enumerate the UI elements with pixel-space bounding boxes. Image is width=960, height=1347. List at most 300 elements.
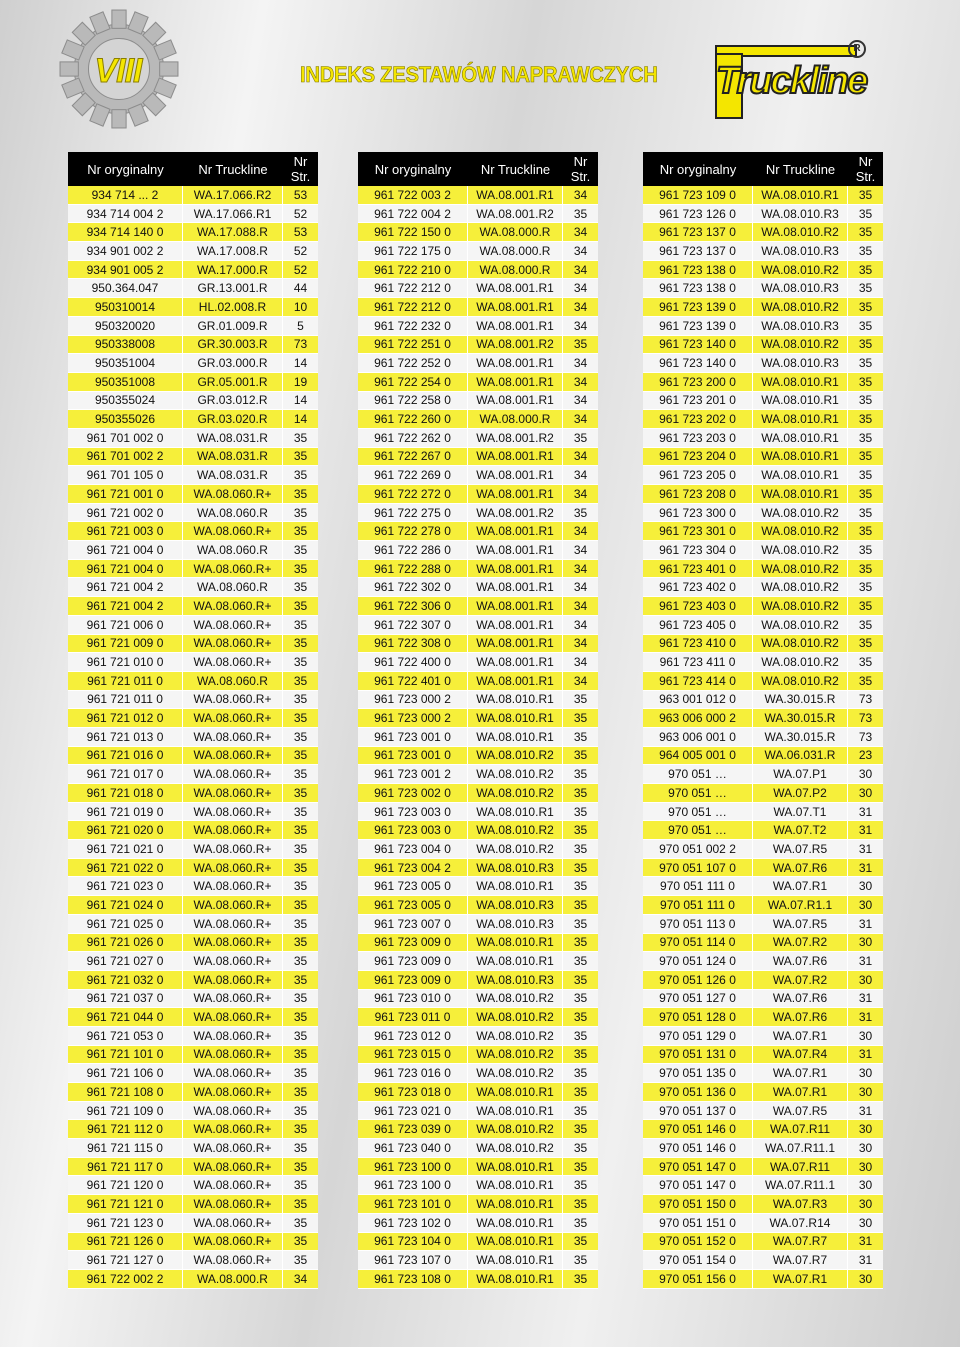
table-row	[358, 635, 598, 654]
table-row	[643, 709, 883, 728]
table-row	[358, 765, 598, 784]
table-row	[68, 990, 318, 1009]
cell-page: 34	[563, 354, 598, 373]
index-table-2	[358, 152, 598, 1289]
section-badge: VIII	[94, 52, 142, 90]
cell-truckline: WA.08.060.R+	[183, 485, 283, 504]
cell-page: 31	[848, 915, 883, 934]
cell-page: 34	[563, 223, 598, 242]
cell-original: 961 701 105 0	[68, 466, 183, 485]
cell-original: 961 723 021 0	[358, 1102, 468, 1121]
index-table-1	[68, 152, 318, 1289]
cell-original: 961 721 018 0	[68, 784, 183, 803]
table-row	[643, 952, 883, 971]
table-row	[358, 261, 598, 280]
cell-truckline: WA.08.010.R3	[468, 915, 563, 934]
table-row	[68, 1102, 318, 1121]
cell-page: 35	[563, 728, 598, 747]
col-original: Nr oryginalny	[68, 152, 183, 186]
cell-original: 970 051 …	[643, 821, 753, 840]
cell-original: 961 722 254 0	[358, 373, 468, 392]
cell-truckline: WA.08.010.R1	[753, 466, 848, 485]
cell-original: 970 051 128 0	[643, 1008, 753, 1027]
cell-original: 961 722 212 0	[358, 298, 468, 317]
cell-page: 31	[848, 1046, 883, 1065]
cell-page: 34	[563, 242, 598, 261]
cell-original: 970 051 146 0	[643, 1139, 753, 1158]
cell-original: 961 723 109 0	[643, 186, 753, 205]
cell-truckline: WA.08.060.R+	[183, 803, 283, 822]
table-row	[358, 747, 598, 766]
table-row	[643, 354, 883, 373]
cell-page: 35	[283, 1176, 318, 1195]
cell-original: 970 051 …	[643, 803, 753, 822]
cell-page: 35	[848, 205, 883, 224]
cell-original: 961 721 004 2	[68, 597, 183, 616]
cell-truckline: WA.08.010.R2	[468, 1139, 563, 1158]
cell-truckline: WA.08.010.R2	[753, 298, 848, 317]
cell-truckline: WA.08.001.R2	[468, 429, 563, 448]
cell-page: 31	[848, 859, 883, 878]
table-row	[68, 840, 318, 859]
cell-truckline: WA.07.T1	[753, 803, 848, 822]
table-row	[643, 223, 883, 242]
table-row	[643, 653, 883, 672]
cell-truckline: WA.07.R7	[753, 1233, 848, 1252]
cell-truckline: WA.08.010.R2	[753, 560, 848, 579]
table-row	[643, 578, 883, 597]
cell-truckline: WA.08.001.R1	[468, 279, 563, 298]
cell-original: 970 051 111 0	[643, 877, 753, 896]
cell-truckline: WA.17.008.R	[183, 242, 283, 261]
cell-page: 35	[563, 971, 598, 990]
cell-original: 961 723 300 0	[643, 504, 753, 523]
cell-truckline: WA.17.088.R	[183, 223, 283, 242]
cell-truckline: WA.08.000.R	[183, 1270, 283, 1289]
table-row	[358, 560, 598, 579]
cell-page: 35	[283, 915, 318, 934]
cell-page: 35	[283, 522, 318, 541]
cell-truckline: WA.08.060.R+	[183, 1195, 283, 1214]
table-row	[68, 448, 318, 467]
cell-truckline: WA.08.060.R+	[183, 990, 283, 1009]
cell-page: 34	[563, 616, 598, 635]
cell-page: 35	[283, 784, 318, 803]
cell-truckline: WA.08.010.R2	[753, 672, 848, 691]
table-row	[68, 261, 318, 280]
cell-original: 950.364.047	[68, 279, 183, 298]
cell-original: 961 722 401 0	[358, 672, 468, 691]
cell-truckline: WA.08.010.R2	[468, 765, 563, 784]
cell-truckline: WA.08.000.R	[468, 242, 563, 261]
cell-page: 35	[283, 504, 318, 523]
cell-truckline: WA.08.010.R1	[468, 1233, 563, 1252]
cell-original: 970 051 156 0	[643, 1270, 753, 1289]
table-row	[643, 1027, 883, 1046]
cell-original: 961 723 012 0	[358, 1027, 468, 1046]
col-truckline: Nr Truckline	[468, 152, 563, 186]
cell-truckline: WA.08.001.R1	[468, 317, 563, 336]
cell-original: 963 001 012 0	[643, 691, 753, 710]
cell-original: 961 722 307 0	[358, 616, 468, 635]
cell-original: 961 723 205 0	[643, 466, 753, 485]
col-page	[848, 152, 883, 186]
cell-truckline: WA.07.R2	[753, 971, 848, 990]
cell-page: 34	[563, 653, 598, 672]
cell-page: 35	[563, 859, 598, 878]
cell-truckline: WA.08.010.R1	[753, 392, 848, 411]
table-header	[68, 152, 318, 186]
cell-page: 35	[283, 1083, 318, 1102]
cell-page: 35	[563, 1270, 598, 1289]
cell-original: 961 723 405 0	[643, 616, 753, 635]
cell-page: 31	[848, 1251, 883, 1270]
cell-page: 35	[283, 1102, 318, 1121]
table-row	[643, 859, 883, 878]
cell-truckline: WA.08.000.R	[468, 223, 563, 242]
cell-original: 961 723 137 0	[643, 242, 753, 261]
cell-original: 961 723 002 0	[358, 784, 468, 803]
cell-page: 35	[283, 635, 318, 654]
cell-original: 961 723 015 0	[358, 1046, 468, 1065]
cell-page: 35	[848, 261, 883, 280]
cell-page: 73	[848, 691, 883, 710]
cell-original: 970 051 …	[643, 784, 753, 803]
cell-truckline: WA.08.010.R2	[753, 223, 848, 242]
table-row	[68, 1176, 318, 1195]
cell-original: 961 721 108 0	[68, 1083, 183, 1102]
cell-original: 961 722 278 0	[358, 522, 468, 541]
cell-truckline: WA.08.010.R2	[753, 635, 848, 654]
cell-original: 970 051 113 0	[643, 915, 753, 934]
cell-page: 31	[848, 821, 883, 840]
table-row	[358, 915, 598, 934]
cell-original: 970 051 152 0	[643, 1233, 753, 1252]
cell-original: 961 722 175 0	[358, 242, 468, 261]
cell-original: 961 722 210 0	[358, 261, 468, 280]
cell-page: 35	[848, 616, 883, 635]
cell-page: 35	[283, 709, 318, 728]
cell-truckline: WA.08.060.R	[183, 504, 283, 523]
cell-truckline: GR.01.009.R	[183, 317, 283, 336]
cell-truckline: WA.08.060.R+	[183, 616, 283, 635]
cell-original: 961 721 106 0	[68, 1064, 183, 1083]
cell-truckline: WA.08.060.R+	[183, 522, 283, 541]
cell-page: 35	[283, 765, 318, 784]
cell-truckline: WA.08.060.R+	[183, 952, 283, 971]
cell-original: 961 723 401 0	[643, 560, 753, 579]
cell-original: 961 721 025 0	[68, 915, 183, 934]
cell-original: 970 051 154 0	[643, 1251, 753, 1270]
cell-truckline: GR.03.020.R	[183, 410, 283, 429]
table-row	[643, 410, 883, 429]
cell-truckline: WA.08.060.R	[183, 672, 283, 691]
col-page-label: Nr Str.	[570, 154, 591, 184]
table-row	[358, 952, 598, 971]
table-row	[643, 1270, 883, 1289]
cell-truckline: WA.08.060.R+	[183, 1083, 283, 1102]
cell-truckline: WA.08.001.R1	[468, 373, 563, 392]
cell-original: 961 721 120 0	[68, 1176, 183, 1195]
table-row	[68, 1270, 318, 1289]
table-row	[358, 410, 598, 429]
cell-original: 961 721 115 0	[68, 1139, 183, 1158]
table-row	[358, 373, 598, 392]
cell-original: 963 006 000 2	[643, 709, 753, 728]
cell-truckline: WA.07.R4	[753, 1046, 848, 1065]
cell-truckline: WA.07.P2	[753, 784, 848, 803]
cell-page: 35	[283, 1251, 318, 1270]
table-row	[68, 915, 318, 934]
cell-original: 961 701 002 2	[68, 448, 183, 467]
cell-truckline: WA.08.010.R2	[753, 541, 848, 560]
col-page	[283, 152, 318, 186]
cell-truckline: WA.08.010.R1	[468, 691, 563, 710]
cell-truckline: WA.08.010.R1	[468, 1158, 563, 1177]
cell-truckline: WA.08.060.R+	[183, 1102, 283, 1121]
cell-page: 34	[563, 635, 598, 654]
cell-page: 35	[283, 541, 318, 560]
cell-page: 35	[563, 1120, 598, 1139]
cell-page: 30	[848, 896, 883, 915]
cell-truckline: WA.08.010.R2	[468, 747, 563, 766]
cell-truckline: WA.08.060.R+	[183, 765, 283, 784]
cell-original: 961 721 002 0	[68, 504, 183, 523]
col-truckline: Nr Truckline	[183, 152, 283, 186]
cell-page: 30	[848, 1158, 883, 1177]
cell-page: 30	[848, 877, 883, 896]
cell-page: 35	[848, 223, 883, 242]
table-row	[68, 971, 318, 990]
cell-original: 961 721 010 0	[68, 653, 183, 672]
table-row	[643, 803, 883, 822]
cell-truckline: GR.30.003.R	[183, 336, 283, 355]
cell-truckline: WA.08.060.R+	[183, 1176, 283, 1195]
cell-page: 35	[848, 392, 883, 411]
table-row	[68, 653, 318, 672]
cell-page: 35	[283, 672, 318, 691]
cell-truckline: WA.08.010.R3	[753, 205, 848, 224]
cell-page: 35	[283, 616, 318, 635]
table-row	[68, 691, 318, 710]
table-row	[358, 354, 598, 373]
cell-truckline: WA.08.010.R3	[753, 242, 848, 261]
cell-original: 961 723 010 0	[358, 990, 468, 1009]
cell-page: 35	[848, 597, 883, 616]
cell-truckline: WA.08.010.R1	[753, 373, 848, 392]
table-row	[358, 1233, 598, 1252]
table-row	[643, 934, 883, 953]
table-row	[358, 1195, 598, 1214]
cell-truckline: WA.08.060.R	[183, 541, 283, 560]
cell-page: 35	[283, 448, 318, 467]
cell-truckline: WA.07.R11.1	[753, 1139, 848, 1158]
cell-original: 961 721 004 0	[68, 560, 183, 579]
cell-original: 961 723 200 0	[643, 373, 753, 392]
cell-page: 34	[283, 1270, 318, 1289]
cell-page: 35	[283, 877, 318, 896]
cell-original: 964 005 001 0	[643, 747, 753, 766]
cell-page: 5	[283, 317, 318, 336]
cell-truckline: WA.08.060.R+	[183, 1064, 283, 1083]
cell-original: 961 721 021 0	[68, 840, 183, 859]
cell-truckline: WA.08.060.R	[183, 578, 283, 597]
cell-page: 35	[283, 952, 318, 971]
cell-original: 934 901 002 2	[68, 242, 183, 261]
cell-page: 30	[848, 1270, 883, 1289]
cell-page: 14	[283, 354, 318, 373]
cell-page: 53	[283, 223, 318, 242]
cell-original: 970 051 126 0	[643, 971, 753, 990]
cell-original: 970 051 129 0	[643, 1027, 753, 1046]
cell-truckline: WA.08.001.R1	[468, 597, 563, 616]
table-row	[358, 803, 598, 822]
cell-truckline: WA.08.001.R1	[468, 560, 563, 579]
table-row	[643, 1158, 883, 1177]
cell-original: 934 901 005 2	[68, 261, 183, 280]
cell-page: 35	[848, 242, 883, 261]
cell-original: 961 721 044 0	[68, 1008, 183, 1027]
cell-page: 31	[848, 840, 883, 859]
cell-original: 961 722 267 0	[358, 448, 468, 467]
cell-truckline: WA.08.060.R+	[183, 1251, 283, 1270]
cell-page: 35	[283, 691, 318, 710]
table-row	[643, 1176, 883, 1195]
table-row	[358, 934, 598, 953]
cell-original: 970 051 150 0	[643, 1195, 753, 1214]
table-row	[358, 653, 598, 672]
cell-truckline: WA.08.001.R1	[468, 466, 563, 485]
cell-truckline: WA.08.060.R+	[183, 877, 283, 896]
cell-truckline: WA.08.060.R+	[183, 691, 283, 710]
table-row	[358, 821, 598, 840]
cell-truckline: WA.08.010.R1	[468, 728, 563, 747]
cell-original: 961 723 107 0	[358, 1251, 468, 1270]
table-row	[358, 429, 598, 448]
cell-truckline: WA.08.010.R2	[468, 1027, 563, 1046]
cell-original: 961 722 262 0	[358, 429, 468, 448]
cell-truckline: WA.08.031.R	[183, 429, 283, 448]
cell-original: 961 721 011 0	[68, 672, 183, 691]
table-row	[643, 1064, 883, 1083]
cell-page: 35	[563, 504, 598, 523]
cell-truckline: WA.08.060.R+	[183, 1046, 283, 1065]
table-row	[358, 1046, 598, 1065]
table-row	[68, 354, 318, 373]
cell-truckline: WA.08.001.R1	[468, 298, 563, 317]
table-row	[643, 448, 883, 467]
cell-page: 35	[563, 747, 598, 766]
cell-original: 961 723 202 0	[643, 410, 753, 429]
cell-original: 961 701 002 0	[68, 429, 183, 448]
cell-page: 35	[563, 691, 598, 710]
cell-page: 35	[283, 821, 318, 840]
table-row	[358, 1176, 598, 1195]
table-row	[358, 877, 598, 896]
cell-truckline: WA.08.001.R2	[468, 336, 563, 355]
cell-page: 35	[848, 317, 883, 336]
cell-page: 31	[848, 990, 883, 1009]
table-body	[68, 186, 318, 1289]
cell-original: 961 722 212 0	[358, 279, 468, 298]
cell-original: 961 723 140 0	[643, 336, 753, 355]
table-row	[643, 186, 883, 205]
cell-truckline: WA.07.R6	[753, 1008, 848, 1027]
cell-truckline: WA.08.060.R+	[183, 1214, 283, 1233]
cell-truckline: WA.07.R11.1	[753, 1176, 848, 1195]
cell-truckline: WA.08.060.R+	[183, 859, 283, 878]
cell-page: 30	[848, 1214, 883, 1233]
table-row	[643, 765, 883, 784]
cell-page: 34	[563, 578, 598, 597]
cell-original: 961 722 004 2	[358, 205, 468, 224]
cell-truckline: WA.08.001.R1	[468, 672, 563, 691]
table-row	[68, 728, 318, 747]
cell-original: 961 722 251 0	[358, 336, 468, 355]
cell-original: 961 721 022 0	[68, 859, 183, 878]
table-row	[68, 298, 318, 317]
cell-page: 35	[283, 747, 318, 766]
cell-page: 30	[848, 1139, 883, 1158]
table-row	[358, 859, 598, 878]
table-row	[68, 803, 318, 822]
table-row	[358, 691, 598, 710]
table-row	[358, 392, 598, 411]
cell-page: 73	[283, 336, 318, 355]
cell-original: 961 723 003 0	[358, 821, 468, 840]
cell-truckline: WA.08.010.R2	[468, 1008, 563, 1027]
table-row	[643, 373, 883, 392]
cell-truckline: WA.08.060.R+	[183, 971, 283, 990]
cell-page: 30	[848, 1120, 883, 1139]
cell-truckline: WA.08.060.R+	[183, 896, 283, 915]
cell-original: 961 721 053 0	[68, 1027, 183, 1046]
col-truckline: Nr Truckline	[753, 152, 848, 186]
cell-original: 961 723 410 0	[643, 635, 753, 654]
cell-truckline: WA.08.010.R3	[468, 896, 563, 915]
table-row	[643, 840, 883, 859]
cell-page: 35	[848, 410, 883, 429]
table-row	[358, 1120, 598, 1139]
cell-page: 34	[563, 448, 598, 467]
cell-truckline: WA.07.R14	[753, 1214, 848, 1233]
cell-original: 950338008	[68, 336, 183, 355]
cell-page: 34	[563, 186, 598, 205]
cell-original: 950351008	[68, 373, 183, 392]
cell-original: 961 723 009 0	[358, 971, 468, 990]
table-row	[68, 765, 318, 784]
cell-page: 35	[283, 1046, 318, 1065]
cell-truckline: WA.08.001.R1	[468, 354, 563, 373]
cell-page: 35	[563, 1027, 598, 1046]
cell-page: 35	[283, 466, 318, 485]
table-row	[643, 1139, 883, 1158]
page-title: INDEKS ZESTAWÓW NAPRAWCZYCH	[300, 62, 658, 87]
cell-page: 35	[563, 840, 598, 859]
cell-page: 34	[563, 279, 598, 298]
cell-truckline: WA.08.010.R2	[468, 1064, 563, 1083]
cell-truckline: WA.08.000.R	[468, 410, 563, 429]
table-row	[358, 840, 598, 859]
cell-page: 35	[283, 429, 318, 448]
cell-truckline: WA.07.R5	[753, 1102, 848, 1121]
cell-page: 35	[283, 1120, 318, 1139]
cell-truckline: WA.17.066.R1	[183, 205, 283, 224]
cell-original: 961 721 126 0	[68, 1233, 183, 1252]
cell-original: 961 723 203 0	[643, 429, 753, 448]
table-row	[643, 504, 883, 523]
table-row	[68, 317, 318, 336]
